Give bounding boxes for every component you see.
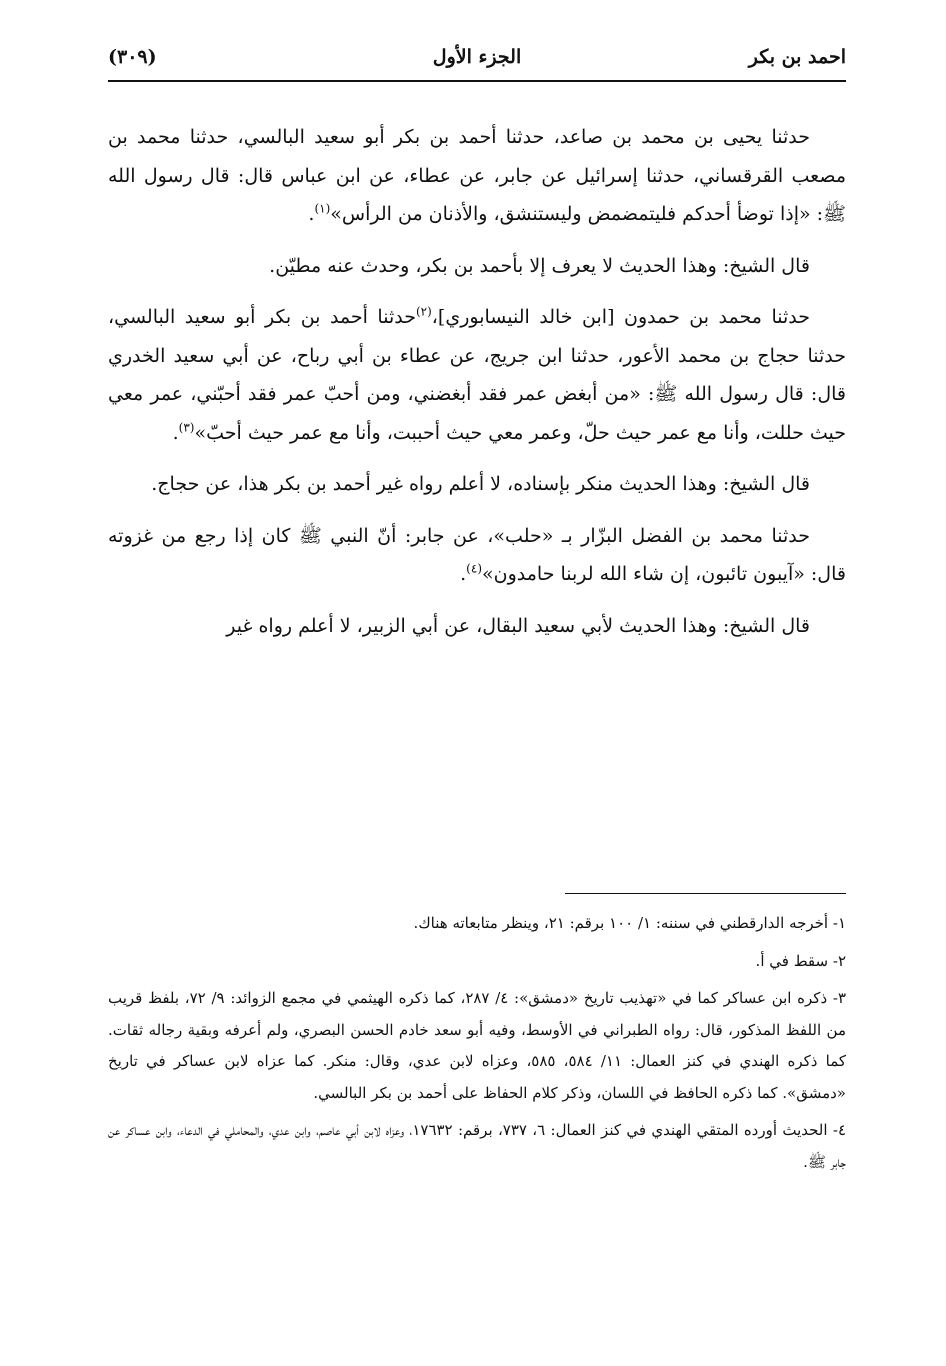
main-text [108, 118, 846, 645]
footnote-3: ٣- ذكره ابن عساكر كما في «تهذيب تاريخ «دمشق»: ٤/ ٢٨٧، كما ذكره الهيثمي في مجمع الزوائد: ٩/ ٧٢، بلفظ قريب من اللفظ المذكور، قال: رواه الطبراني في الأوسط، وفيه أبو سعد خادم الحسن البصري، ولم أعرفه وبقية رجاله ثقات. كما ذكره الهندي في كنز العمال: ١١/ ٥٨٤، ٥٨٥، وعزاه لابن عدي، وقال: منكر. كما عزاه لابن عساكر في تاريخ «دمشق». كما ذكره الحافظ في اللسان، وذكر كلام الحفاظ على أحمد بن بكر البالسي. [108, 989, 847, 1102]
header-volume-title: الجزء الأول [432, 46, 522, 68]
paragraph-3-text: حدثنا محمد بن حمدون [ابن خالد النيسابوري]، [431, 306, 810, 328]
paragraph-4: قال الشيخ: وهذا الحديث منكر بإسناده، لا أعلم رواه غير أحمد بن بكر هذا، عن حجاج. [151, 473, 810, 495]
paragraph-5 [108, 517, 846, 594]
footnote-divider [565, 893, 846, 894]
footnote-ref-2: (٢) [415, 304, 432, 319]
footnote-ref-1: (١) [314, 201, 331, 216]
paragraph-2: قال الشيخ: وهذا الحديث لا يعرف إلا بأحمد بن بكر، وحدث عنه مطيّن. [269, 254, 810, 277]
footnote-2: ٢- سقط في أ. [755, 951, 846, 970]
paragraph-6: قال الشيخ: وهذا الحديث لأبي سعيد البقال، عن أبي الزبير، لا أعلم رواه غير [226, 614, 810, 637]
paragraph-5-text: حدثنا محمد بن الفضل البزّار بـ «حلب»، عن جابر: أنّ النبي ﷺ كان إذا رجع من غزوته قال: «آيبون تائبون، إن شاء الله لربنا حامدون» [108, 524, 846, 585]
footnote-ref-3: (٣) [178, 420, 195, 435]
paragraph-1-end: . [308, 203, 315, 225]
header-author-name: احمد بن بكر [748, 46, 846, 68]
paragraph-3-end: . [172, 421, 179, 444]
footnote-4: ٤- الحديث أورده المتقي الهندي في كنز العمال: ٦، ٧٣٧، برقم: ١٧٦٣٢، وعزاه لابن أبي عاصم، وابن عدي، والمحاملي في الدعاء، وابن عساكر عن جابر ﷺ. [108, 1121, 847, 1171]
header-divider [108, 80, 846, 82]
paragraph-3 [108, 298, 846, 452]
paragraph-1-text: حدثنا يحيى بن محمد بن صاعد، حدثنا أحمد بن بكر أبو سعيد البالسي، حدثنا محمد بن مصعب القرقساني، حدثنا إسرائيل عن جابر، عن عطاء، عن ابن عباس قال: قال رسول الله ﷺ: «إذا توضأ أحدكم فليتمضمض وليستنشق، والأذنان من الرأس» [108, 126, 846, 225]
page-number: (٣٠٩) [108, 46, 157, 68]
footnotes-section [108, 908, 846, 1184]
footnote-1: ١- أخرجه الدارقطني في سننه: ١/ ١٠٠ برقم: ٢١، وينظر متابعاته هناك. [413, 914, 846, 932]
running-header [108, 40, 846, 80]
paragraph-1 [108, 118, 846, 234]
footnote-ref-4: (٤) [466, 561, 482, 576]
paragraph-3-rest: حدثنا أحمد بن بكر أبو سعيد البالسي، حدثنا حجاج بن محمد الأعور، حدثنا ابن جريج، عن عطاء بن أبي رباح، عن أبي سعيد الخدري قال: قال رسول الله ﷺ: «من أبغض عمر فقد أبغضني، ومن أحبّ عمر فقد أحبّني، عمر معي حيث حللت، وأنا مع عمر حيث حلّ، وعمر معي حيث أحببت، وأنا مع عمر حيث أحبّ» [108, 306, 846, 444]
paragraph-5-end: . [460, 563, 467, 585]
